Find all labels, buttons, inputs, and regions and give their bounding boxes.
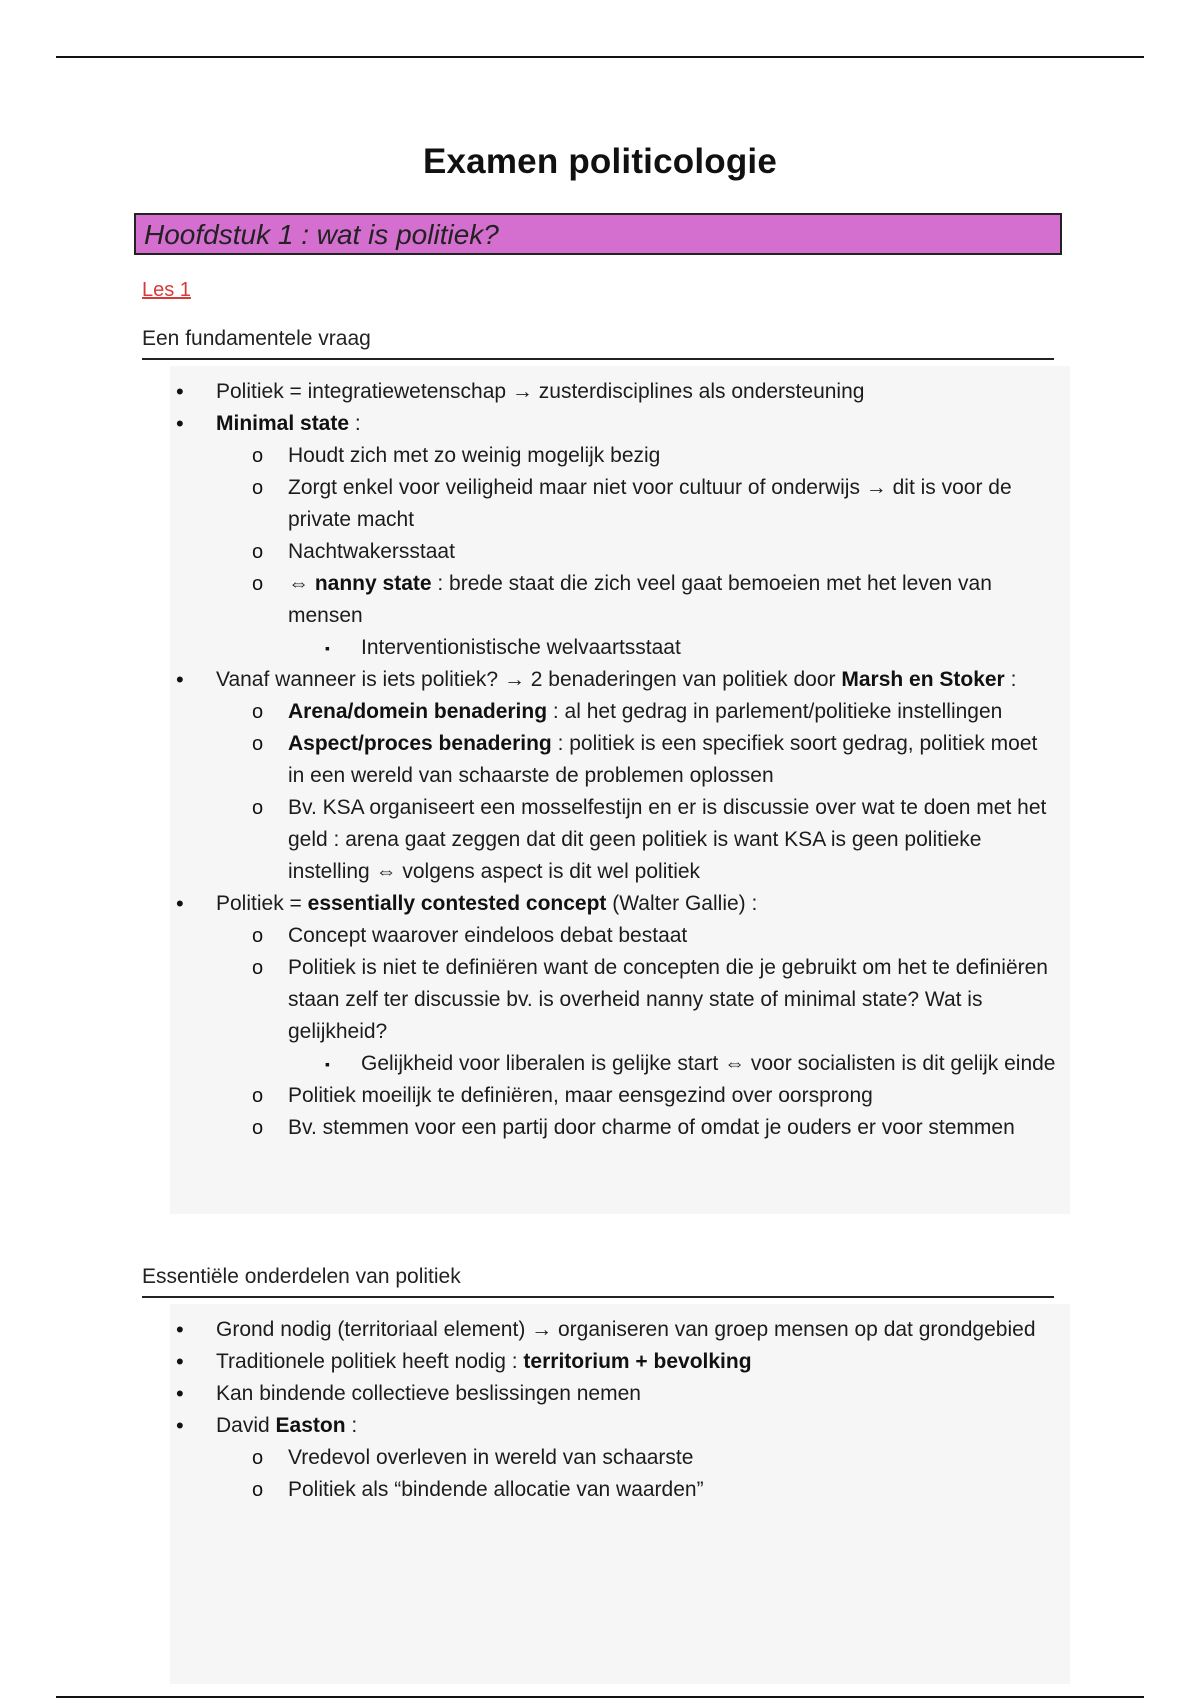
list-item: • Kan bindende collectieve beslissingen nemen [0, 1378, 1046, 1410]
list-item: ▪ Interventionistische welvaartsstaat [0, 632, 1061, 664]
chapter-heading: Hoofdstuk 1 : wat is politiek? [134, 213, 1062, 255]
header-rule [56, 56, 1144, 58]
bullet-marker: • [176, 411, 184, 436]
document-title: Examen politicologie [422, 142, 778, 181]
list-item: • Vanaf wanneer is iets politiek? → 2 benaderingen van politiek door Marsh en Stoker : [0, 664, 1046, 696]
list-item: o Bv. stemmen voor een partij door charme of omdat je ouders er voor stemmen [0, 1112, 1058, 1144]
section-heading-fundamentele-vraag: Een fundamentele vraag [142, 326, 1054, 360]
list-item: o Concept waarover eindeloos debat bestaat [0, 920, 1058, 952]
list-item: • Minimal state : [0, 408, 1046, 440]
list-item: o Houdt zich met zo weinig mogelijk bezig [0, 440, 1058, 472]
list-item: o Zorgt enkel voor veiligheid maar niet voor cultuur of onderwijs → dit is voor de private macht [0, 472, 1058, 536]
circle-marker: o [252, 477, 264, 499]
list-item: o Aspect/proces benadering : politiek is een specifiek soort gedrag, politiek moet in een wereld van schaarste de problemen oplossen [0, 728, 1058, 792]
square-marker: ▪ [325, 1056, 330, 1072]
square-marker: ▪ [325, 640, 330, 656]
section2-list [0, 1314, 1200, 1506]
list-item: • Grond nodig (territoriaal element) → organiseren van groep mensen op dat grondgebied [0, 1314, 1046, 1346]
circle-marker: o [252, 701, 264, 723]
circle-marker: o [252, 925, 264, 947]
circle-marker: o [252, 541, 264, 563]
circle-marker: o [252, 957, 264, 979]
circle-marker: o [252, 797, 264, 819]
section-heading-essentiele-onderdelen: Essentiële onderdelen van politiek [142, 1264, 1054, 1298]
list-item: o Politiek als “bindende allocatie van waarden” [0, 1474, 1058, 1506]
bullet-marker: • [176, 891, 184, 916]
list-item: o Vredevol overleven in wereld van schaarste [0, 1442, 1058, 1474]
circle-marker: o [252, 733, 264, 755]
bullet-marker: • [176, 1349, 184, 1374]
list-item: • Traditionele politiek heeft nodig : territorium + bevolking [0, 1346, 1046, 1378]
bullet-marker: • [176, 1317, 184, 1342]
list-item: o Nachtwakersstaat [0, 536, 1058, 568]
list-item: o Politiek moeilijk te definiëren, maar eensgezind over oorsprong [0, 1080, 1058, 1112]
circle-marker: o [252, 573, 264, 595]
circle-marker: o [252, 1479, 264, 1501]
list-item: o Arena/domein benadering : al het gedrag in parlement/politieke instellingen [0, 696, 1058, 728]
list-item: • Politiek = essentially contested concept (Walter Gallie) : [0, 888, 1046, 920]
bullet-marker: • [176, 379, 184, 404]
footer-rule [56, 1696, 1144, 1698]
circle-marker: o [252, 1447, 264, 1469]
list-item: • Politiek = integratiewetenschap → zusterdisciplines als ondersteuning [0, 376, 1046, 408]
lesson-label: Les 1 [142, 279, 191, 301]
bullet-marker: • [176, 1413, 184, 1438]
list-item: ▪ Gelijkheid voor liberalen is gelijke start ⇔ voor socialisten is dit gelijk einde [0, 1048, 1061, 1080]
circle-marker: o [252, 1085, 264, 1107]
bullet-marker: • [176, 667, 184, 692]
list-item: o ⇔ nanny state : brede staat die zich veel gaat bemoeien met het leven van mensen [0, 568, 1058, 632]
list-item: • David Easton : [0, 1410, 1046, 1442]
section1-list [0, 376, 1200, 1144]
circle-marker: o [252, 445, 264, 467]
circle-marker: o [252, 1117, 264, 1139]
list-item: o Bv. KSA organiseert een mosselfestijn en er is discussie over wat te doen met het geld : arena gaat zeggen dat dit geen politiek is want KSA is geen politieke instelling ⇔ volgens aspect is dit wel politiek [0, 792, 1058, 888]
bullet-marker: • [176, 1381, 184, 1406]
list-item: o Politiek is niet te definiëren want de concepten die je gebruikt om het te definiëren staan zelf ter discussie bv. is overheid nanny state of minimal state? Wat is gelijkheid? [0, 952, 1058, 1048]
